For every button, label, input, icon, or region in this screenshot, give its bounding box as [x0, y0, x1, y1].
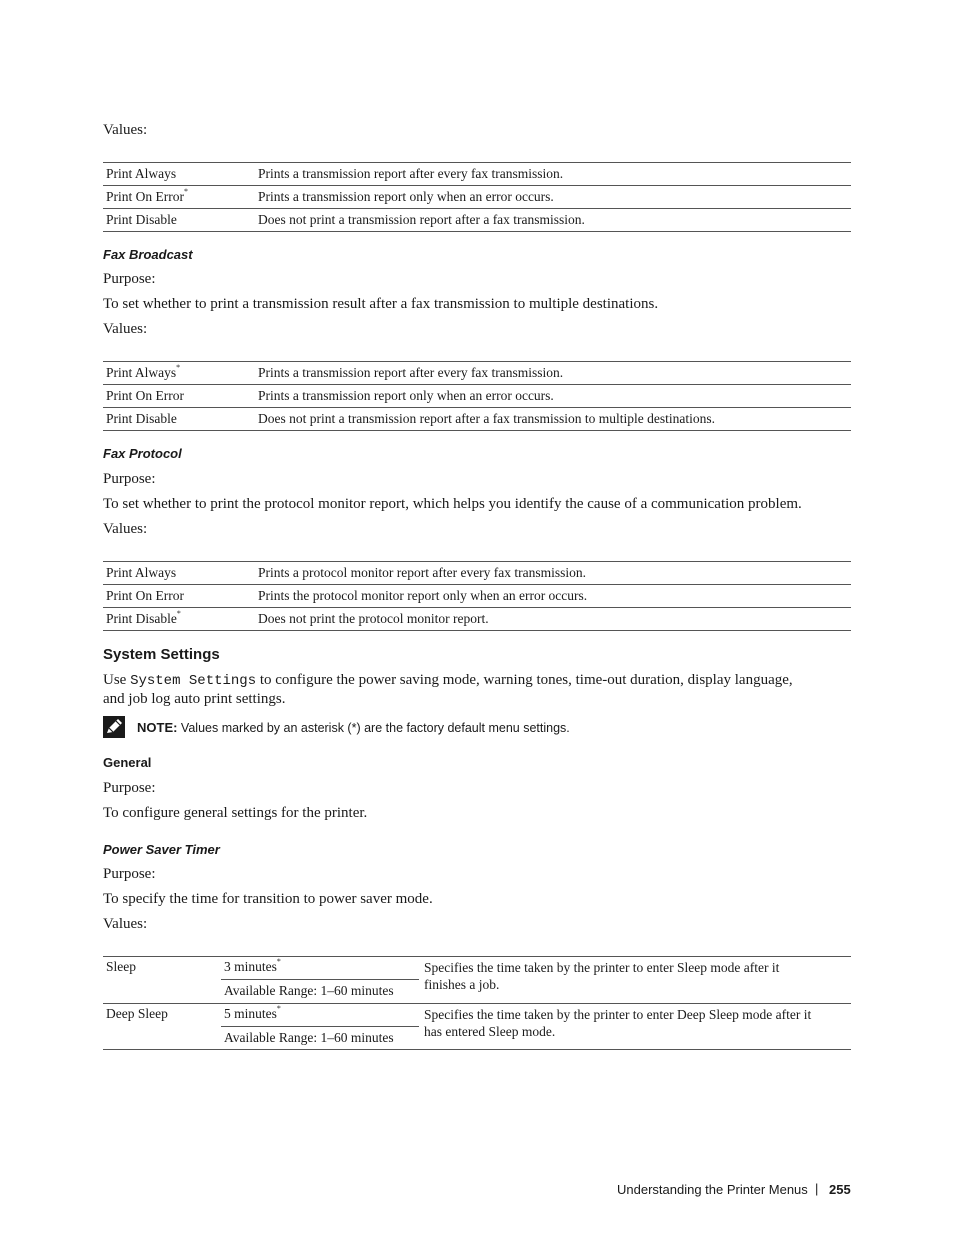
value-desc: Prints a transmission report after every fax transmission. [255, 163, 851, 186]
general-purpose: To configure general settings for the printer. [103, 805, 368, 821]
menu-code: System Settings [130, 673, 257, 689]
deep-sleep-range: Available Range: 1–60 minutes [224, 1030, 394, 1045]
sleep-desc: Specifies the time taken by the printer to enter Sleep mode after it finishes a job. [424, 960, 780, 992]
value-name: Print Always [103, 562, 255, 585]
table-row [103, 385, 851, 408]
power-saver-timer-heading: Power Saver Timer [103, 842, 220, 857]
table-row [103, 608, 851, 631]
purpose-label: Purpose: [103, 471, 156, 487]
table-row-sleep-name: Sleep [106, 959, 136, 974]
value-name: Print Disable* [103, 608, 255, 631]
table-row [103, 163, 851, 186]
purpose-label: Purpose: [103, 271, 156, 287]
values-label: Values: [103, 122, 148, 138]
sleep-default: 3 minutes* [224, 957, 281, 974]
fax-transmit-values-table [103, 162, 851, 232]
purpose-label: Purpose: [103, 780, 156, 796]
note-text: NOTE: Values marked by an asterisk (*) are the factory default menu settings. [137, 720, 570, 735]
value-name: Print On Error [103, 385, 255, 408]
fax-broadcast-purpose: To set whether to print a transmission result after a fax transmission to multiple destinations. [103, 296, 659, 312]
page-number: 255 [829, 1182, 851, 1197]
value-name: Print Disable [103, 209, 255, 232]
value-desc: Prints a transmission report only when an error occurs. [255, 385, 851, 408]
fax-protocol-heading: Fax Protocol [103, 446, 182, 461]
value-name: Print Always* [103, 362, 255, 385]
power-saver-values-table [103, 956, 851, 1050]
system-settings-intro-cont: and job log auto print settings. [103, 691, 286, 707]
values-label: Values: [103, 321, 148, 337]
value-desc: Prints the protocol monitor report only when an error occurs. [255, 585, 851, 608]
deep-sleep-desc: Specifies the time taken by the printer to enter Deep Sleep mode after it has entered Sleep mode. [424, 1007, 812, 1039]
table-row-deep-sleep-name: Deep Sleep [106, 1006, 168, 1021]
values-label: Values: [103, 521, 148, 537]
system-settings-intro: Use System Settings to configure the power saving mode, warning tones, time-out duration, display language, [103, 672, 793, 689]
system-settings-heading: System Settings [103, 646, 220, 663]
sleep-range: Available Range: 1–60 minutes [224, 983, 394, 998]
general-heading: General [103, 755, 152, 770]
value-desc: Does not print the protocol monitor report. [255, 608, 851, 631]
table-row [103, 209, 851, 232]
value-desc: Prints a protocol monitor report after every fax transmission. [255, 562, 851, 585]
value-desc: Does not print a transmission report after a fax transmission. [255, 209, 851, 232]
table-row [103, 562, 851, 585]
value-desc: Does not print a transmission report after a fax transmission to multiple destinations. [255, 408, 851, 431]
table-row [103, 362, 851, 385]
value-desc: Prints a transmission report after every fax transmission. [255, 362, 851, 385]
table-row [103, 408, 851, 431]
table-row [103, 186, 851, 209]
deep-sleep-default: 5 minutes* [224, 1004, 281, 1021]
value-name: Print Always [103, 163, 255, 186]
note-pencil-icon [103, 716, 125, 738]
purpose-label: Purpose: [103, 866, 156, 882]
footer-title: Understanding the Printer Menus [617, 1182, 808, 1197]
footer-separator: | [815, 1181, 819, 1196]
fax-broadcast-values-table [103, 361, 851, 431]
values-label: Values: [103, 916, 148, 932]
value-name: Print On Error [103, 585, 255, 608]
fax-protocol-values-table [103, 561, 851, 631]
fax-protocol-purpose: To set whether to print the protocol monitor report, which helps you identify the cause of a communication problem. [103, 496, 802, 512]
fax-broadcast-heading: Fax Broadcast [103, 247, 193, 262]
value-name: Print Disable [103, 408, 255, 431]
value-desc: Prints a transmission report only when an error occurs. [255, 186, 851, 209]
power-saver-purpose: To specify the time for transition to power saver mode. [103, 891, 433, 907]
table-row [103, 585, 851, 608]
value-name: Print On Error* [103, 186, 255, 209]
